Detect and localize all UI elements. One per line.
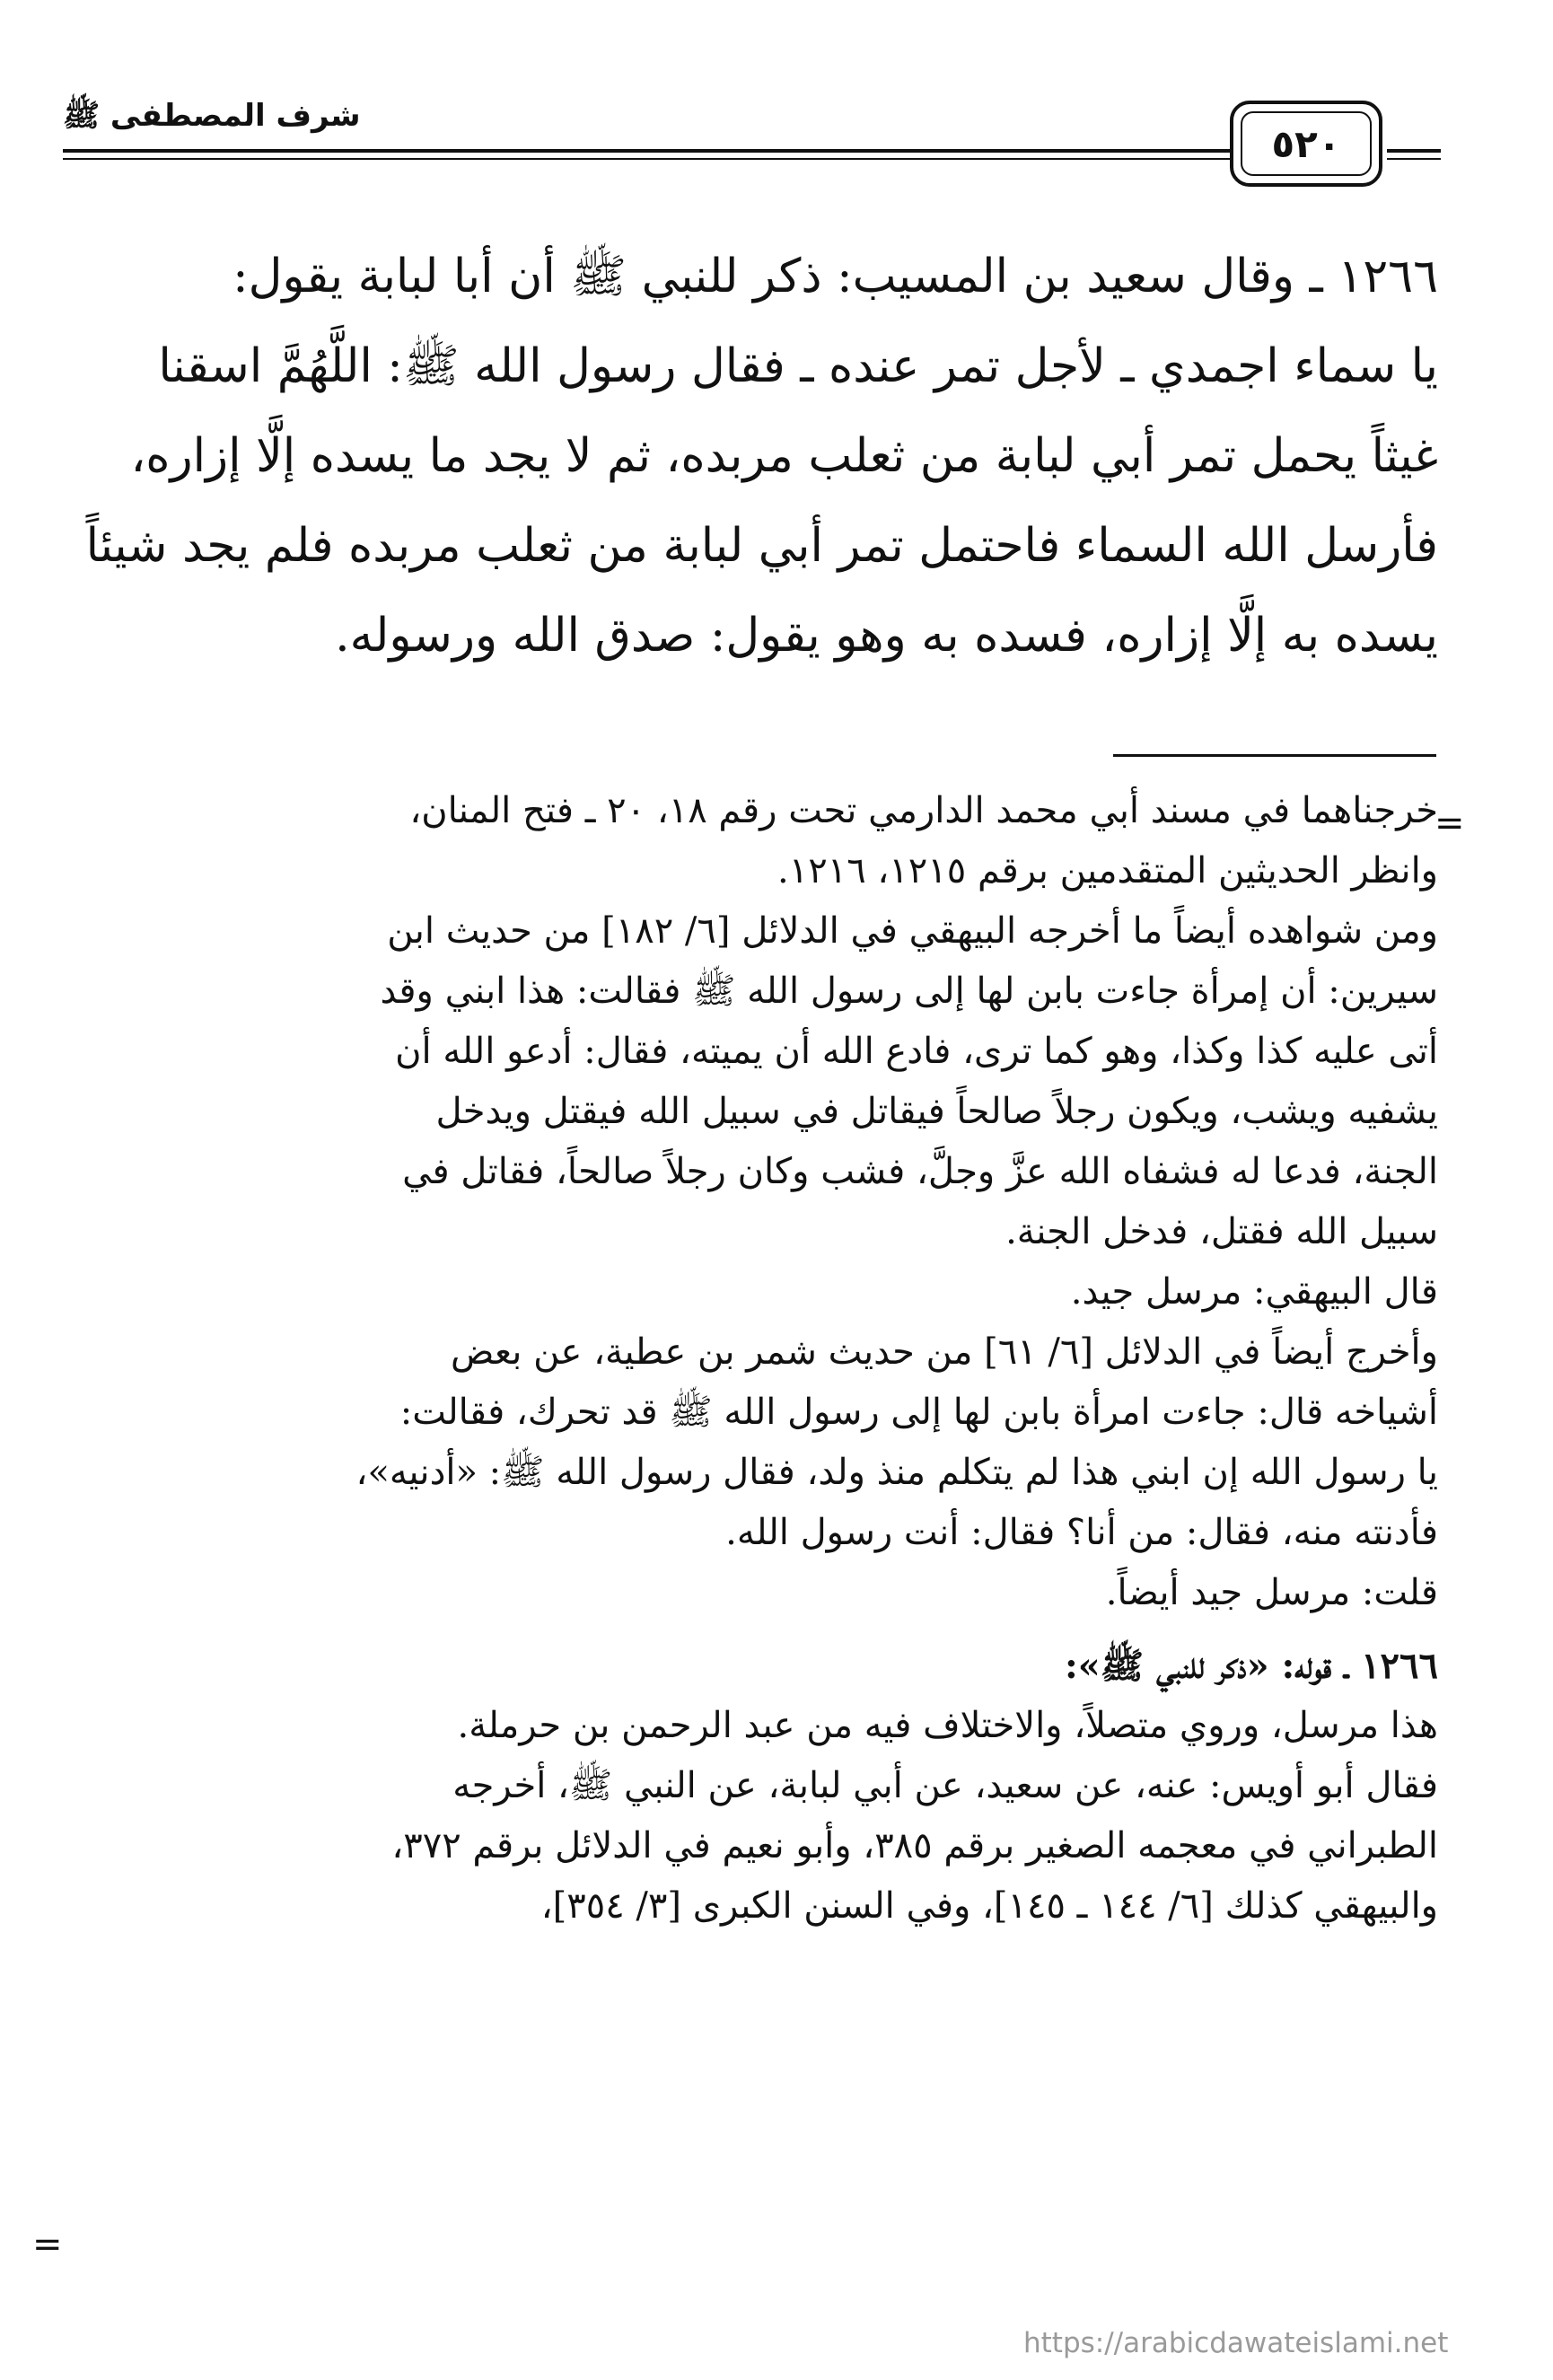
footnote-line: خرجناهما في مسند أبي محمد الدارمي تحت رقم ١٨، ٢٠ ـ فتح المنان، — [409, 790, 1438, 831]
note-line: والبيهقي كذلك [٦/ ١٤٤ ـ ١٤٥]، وفي السنن الكبرى [٣/ ٣٥٤]، — [540, 1885, 1438, 1927]
footnote-line: أشياخه قال: جاءت امرأة بابن لها إلى رسول الله ﷺ قد تحرك، فقالت: — [399, 1392, 1438, 1433]
header-rule-right — [1387, 149, 1441, 160]
end-continuation-mark: = — [32, 2224, 63, 2265]
continuation-mark: = — [1435, 803, 1465, 844]
footnotes — [65, 781, 1438, 1936]
footnote-line: ومن شواهده أيضاً ما أخرجه البيهقي في الدلائل [٦/ ١٨٢] من حديث ابن — [387, 910, 1438, 952]
footnote-line: سيرين: أن إمرأة جاءت بابن لها إلى رسول الله ﷺ فقالت: هذا ابني وقد — [380, 970, 1438, 1012]
footnote-line: قلت: مرسل جيد أيضاً. — [1105, 1572, 1438, 1613]
footnote-line: وأخرج أيضاً في الدلائل [٦/ ٦١] من حديث شمر بن عطية، عن بعض — [450, 1331, 1438, 1373]
note-line: هذا مرسل، وروي متصلاً، والاختلاف فيه من عبد الرحمن بن حرملة. — [457, 1705, 1438, 1746]
note-heading: ١٢٦٦ ـ قوله: «ذكر للنبي ﷺ»: — [1065, 1645, 1438, 1687]
footnote-line: الجنة، فدعا له فشفاه الله عزَّ وجلَّ، فشب وكان رجلاً صالحاً، فقاتل في — [402, 1151, 1438, 1192]
footnote-line: سبيل الله فقتل، فدخل الجنة. — [1005, 1211, 1438, 1252]
watermark-url: https://arabicdawateislami.net — [1023, 2327, 1449, 2359]
footnote-line: قال البيهقي: مرسل جيد. — [1070, 1271, 1438, 1313]
footnote-line: يا رسول الله إن ابني هذا لم يتكلم منذ ولد، فقال رسول الله ﷺ: «أدنيه»، — [355, 1452, 1438, 1493]
note-line: الطبراني في معجمه الصغير برقم ٣٨٥، وأبو نعيم في الدلائل برقم ٣٧٢، — [391, 1825, 1438, 1866]
page-number: ٥٢٠ — [1241, 111, 1372, 176]
main-line: ١٢٦٦ ـ وقال سعيد بن المسيب: ذكر للنبي ﷺ أن أبا لبابة يقول: — [233, 250, 1438, 303]
main-line: غيثاً يحمل تمر أبي لبابة من ثعلب مربده، ثم لا يجد ما يسده إلَّا إزاره، — [130, 429, 1438, 483]
footnote-line: فأدنته منه، فقال: من أنا؟ فقال: أنت رسول الله. — [725, 1512, 1438, 1553]
main-text — [65, 232, 1438, 681]
header-rule — [63, 149, 1230, 160]
running-title: شرف المصطفى ﷺ — [63, 98, 361, 134]
main-line: فأرسل الله السماء فاحتمل تمر أبي لبابة من ثعلب مربده فلم يجد شيئاً — [85, 519, 1438, 573]
note-line: فقال أبو أويس: عنه، عن سعيد، عن أبي لبابة، عن النبي ﷺ، أخرجه — [452, 1765, 1438, 1806]
footnote-separator — [1113, 754, 1436, 757]
main-line: يا سماء اجمدي ـ لأجل تمر عنده ـ فقال رسول الله ﷺ: اللَّهُمَّ اسقنا — [158, 339, 1438, 393]
main-line: يسده به إلَّا إزاره، فسده به وهو يقول: صدق الله ورسوله. — [335, 609, 1438, 663]
footnote-line: أتى عليه كذا وكذا، وهو كما ترى، فادع الله أن يميته، فقال: أدعو الله أن — [395, 1031, 1438, 1072]
page-number-frame — [1230, 101, 1382, 187]
footnote-line: وانظر الحديثين المتقدمين برقم ١٢١٥، ١٢١٦. — [777, 850, 1438, 891]
footnote-line: يشفيه ويشب، ويكون رجلاً صالحاً فيقاتل في سبيل الله فيقتل ويدخل — [435, 1091, 1438, 1132]
